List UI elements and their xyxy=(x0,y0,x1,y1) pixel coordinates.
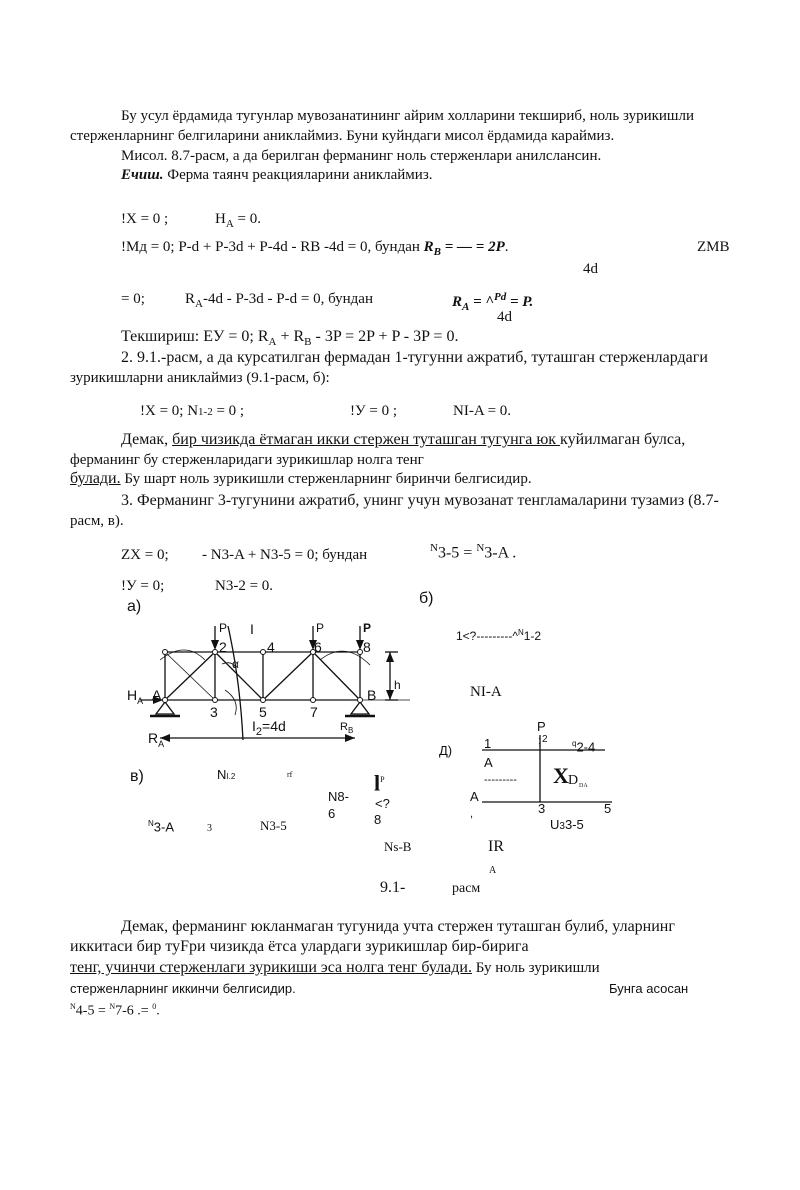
eq-part: R xyxy=(185,291,196,307)
eq-part: = — = 2P xyxy=(441,239,505,255)
paragraph-line: расм, в). xyxy=(70,513,124,529)
node-label: 6 xyxy=(314,639,322,655)
eq-part: = ^ xyxy=(469,294,494,310)
figure-d-label: A xyxy=(470,789,479,804)
label-part: 3-A xyxy=(153,819,175,835)
label-part: 3 xyxy=(559,821,565,832)
equation: ZX = 0; xyxy=(121,547,169,563)
figure-d-label: , xyxy=(470,808,474,820)
figure-v-label xyxy=(217,766,235,786)
eq-sup: 0 xyxy=(152,1002,157,1011)
eq-sub: A xyxy=(268,336,277,349)
eq-sub: B xyxy=(304,336,312,349)
equation: - N3-A + N3-5 = 0; бундан xyxy=(202,547,368,563)
label-part: l xyxy=(374,770,381,796)
node xyxy=(358,698,363,703)
equation: !X = 0 ; xyxy=(121,211,169,227)
section-line xyxy=(228,626,243,740)
load-label: P xyxy=(316,621,325,635)
figure-d-label: 3 xyxy=(538,801,546,816)
label-part: I xyxy=(252,718,256,734)
eq-sup: N xyxy=(70,1002,76,1011)
eq-part: + R xyxy=(276,328,305,345)
figure-b-label: NI-A xyxy=(470,684,502,700)
figure-b-label xyxy=(456,624,541,645)
paragraph-line: иккитаси бир туFри чизикда ётса улардаги зурикишлар бир-бирига xyxy=(70,938,529,955)
reaction-label xyxy=(148,729,164,753)
equation-label: ZMB xyxy=(697,239,730,255)
paragraph-line xyxy=(70,959,600,977)
figure-v-label: 6 xyxy=(328,806,336,821)
section-label: I xyxy=(250,621,254,637)
eq-part: 3-A . xyxy=(484,544,517,562)
node xyxy=(163,698,168,703)
eq-sup: N xyxy=(476,542,485,554)
eq-part: = P. xyxy=(506,294,534,310)
figure-d-label: IR xyxy=(488,838,504,855)
figure-label-d: Д) xyxy=(439,743,453,758)
label-part: N xyxy=(217,767,227,782)
eq-sup: N xyxy=(109,1002,116,1011)
figure-d-label: 5 xyxy=(604,801,612,816)
eq-part: !Mд = 0; P-d + P-3d + P-4d - RB -4d = 0, бундан xyxy=(121,239,424,255)
label-part: =4d xyxy=(262,718,286,734)
figure-d-label: --------- xyxy=(484,774,517,786)
label-part: 1<?---------^ xyxy=(456,629,518,643)
height-label: h xyxy=(394,678,401,692)
solution-text: Ферма таянч реакцияларини аниклаймиз. xyxy=(163,167,433,183)
node xyxy=(261,650,266,655)
node xyxy=(358,650,363,655)
eq-sub: A xyxy=(195,298,203,310)
paragraph-line: зурикишларни аниклаймиз (9.1-расм, б): xyxy=(70,370,330,386)
label-sub: A xyxy=(158,738,165,749)
node-label: 2 xyxy=(219,639,227,655)
figure-d-label: X xyxy=(553,763,569,788)
eq-part: . xyxy=(504,239,509,255)
diagonal-member xyxy=(263,652,313,700)
node-label: 4 xyxy=(267,639,275,655)
node xyxy=(213,698,218,703)
paragraph-line: Бунга асосан xyxy=(609,981,689,996)
figure-v-label: 3 xyxy=(207,823,212,834)
text-part: куйилмаган булса, xyxy=(560,431,686,448)
figure-caption-word: расм xyxy=(452,881,481,896)
eq-part: 7-6 .= xyxy=(115,1003,153,1019)
eq-sub: A xyxy=(225,218,234,230)
eq-part: R xyxy=(423,239,434,255)
load-label: P xyxy=(219,621,228,635)
node xyxy=(261,698,266,703)
equation: !У = 0; xyxy=(121,578,165,594)
figure-label-a: а) xyxy=(127,598,142,615)
reaction-label xyxy=(340,718,353,740)
eq-part: = 0. xyxy=(233,211,262,227)
eq-part: -4d - P-3d - P-d = 0, бундан xyxy=(202,291,373,307)
eq-part: . xyxy=(156,1003,160,1019)
fraction-denominator: 4d xyxy=(497,309,512,325)
label-sup: P xyxy=(380,775,385,784)
label-sup: N xyxy=(517,628,524,637)
label-sup: N xyxy=(148,819,154,828)
load-label: P xyxy=(363,621,372,635)
figure-label-v: в) xyxy=(130,768,144,785)
fraction-denominator: 4d xyxy=(583,261,598,277)
diagonal-member xyxy=(313,652,360,700)
figure-d-label: ; xyxy=(538,735,542,747)
eq-part: 4-5 = xyxy=(75,1003,110,1019)
label-part: U xyxy=(550,817,560,832)
figure-d-label: A xyxy=(489,865,497,876)
paragraph-line: Бу усул ёрдамида тугунлар мувозанатининг айрим холларини текшириб, ноль зурикишли xyxy=(121,108,694,124)
arrow-head xyxy=(386,652,394,662)
span-label xyxy=(252,717,286,741)
label-sub: A xyxy=(137,695,144,706)
reaction-label xyxy=(127,686,143,710)
arrow-head xyxy=(211,640,219,650)
figure-v-label xyxy=(374,768,385,795)
figure-d-label: A xyxy=(484,755,493,770)
paragraph-line: ферманинг бу стерженларидаги зурикишлар нолга тенг xyxy=(70,452,424,468)
node-label: A xyxy=(152,687,162,703)
eq-sup: Pd xyxy=(493,291,507,303)
figure-d-label: 2 xyxy=(542,734,548,745)
figure-v-label: <? xyxy=(375,796,390,811)
label-part: 2-4 xyxy=(576,739,596,755)
underlined-text: тенг, учинчи стерженлаги зурикиши эса нолга тенг булади. xyxy=(70,959,472,976)
paragraph-line: стерженларнинг иккинчи белгисидир. xyxy=(70,981,296,996)
eq-sub: 1-2 xyxy=(198,406,213,418)
figure-caption-number: 9.1- xyxy=(380,879,406,896)
eq-sub: A xyxy=(462,301,470,313)
angle-label: α xyxy=(232,657,239,671)
eq-part: R xyxy=(452,294,463,310)
paragraph-line: 3. Ферманинг 3-тугунини ажратиб, унинг учун мувозанат тенгламаларини тузамиз (8.7- xyxy=(121,492,719,509)
solution-label: Ечиш. xyxy=(121,167,164,183)
paragraph-line: 2. 9.1.-расм, а да курсатилган фермадан 1-тугунни ажратиб, туташган стерженлардаги xyxy=(121,349,708,366)
text-part: Бу шарт ноль зурикишли стерженларнинг биринчи белгисидир. xyxy=(120,471,532,487)
example-line: Мисол. 8.7-расм, а да берилган ферманинг ноль стерженлари анилслансин. xyxy=(121,148,602,164)
figure-d-label: D xyxy=(568,773,579,788)
node-label: B xyxy=(367,687,377,703)
label-part: R xyxy=(148,730,159,746)
arrow-head xyxy=(386,690,394,700)
equation: NI-A = 0. xyxy=(453,403,512,419)
label-part: 3-5 xyxy=(564,817,584,832)
figure-v-label: rf xyxy=(287,770,293,779)
eq-part: - 3P = 2P + P - 3P = 0. xyxy=(311,328,459,345)
label-part: H xyxy=(127,687,138,703)
text-part: Демак, xyxy=(121,431,173,448)
label-part: 1-2 xyxy=(523,629,542,643)
figure-v-label: N3-5 xyxy=(260,818,287,833)
label-sup: q xyxy=(572,739,577,748)
node-label: 7 xyxy=(310,704,318,720)
equation xyxy=(70,998,160,1021)
equation: N3-2 = 0. xyxy=(215,578,274,594)
eq-part: Текшириш: ЕУ = 0; R xyxy=(121,328,269,345)
node-label: 5 xyxy=(259,704,267,720)
figure-d-label: 1 xyxy=(484,736,492,751)
eq-sub: B xyxy=(433,246,441,258)
node xyxy=(213,650,218,655)
node xyxy=(163,650,168,655)
eq-sup: N xyxy=(430,542,438,554)
figure-d-label: DA xyxy=(579,783,588,789)
equation: !У = 0 ; xyxy=(350,403,397,419)
paragraph-line: Демак, ферманинг юкланмаган тугунида учта стержен туташган булиб, уларнинг xyxy=(121,918,675,935)
figure-v-label xyxy=(148,815,174,836)
figure-d-label xyxy=(550,816,584,836)
underlined-text: булади. xyxy=(70,470,121,487)
eq-part: 3-5 = xyxy=(437,544,477,562)
figure-v-label: N8- xyxy=(328,789,349,804)
label-sub: I.2 xyxy=(226,772,236,781)
figure-d-label: P xyxy=(537,719,546,734)
underlined-text: бир чизикда ётмаган икки стержен туташган тугунга юк xyxy=(172,431,561,448)
node-label: 3 xyxy=(210,704,218,720)
eq-part: = 0 ; xyxy=(212,403,245,419)
section-arc xyxy=(225,690,236,715)
equation: = 0; xyxy=(121,291,145,307)
node-label: 8 xyxy=(363,639,371,655)
figure-v-label: Ns-B xyxy=(384,839,412,854)
figure-v-label: 8 xyxy=(374,812,382,827)
figure-d-label xyxy=(572,735,595,756)
paragraph-line: стерженларнинг белгиларини аниклаймиз. Буни куйндаги мисол ёрдамида караймиз. xyxy=(70,128,615,144)
figure-label-b: б) xyxy=(419,590,434,607)
label-part: R xyxy=(340,721,348,733)
label-sub: 2 xyxy=(255,725,263,738)
eq-part: H xyxy=(215,211,226,227)
text-part: Бу ноль зурикишли xyxy=(471,960,600,976)
node xyxy=(311,698,316,703)
label-sub: B xyxy=(347,726,354,736)
eq-part: !X = 0; N xyxy=(140,403,199,419)
